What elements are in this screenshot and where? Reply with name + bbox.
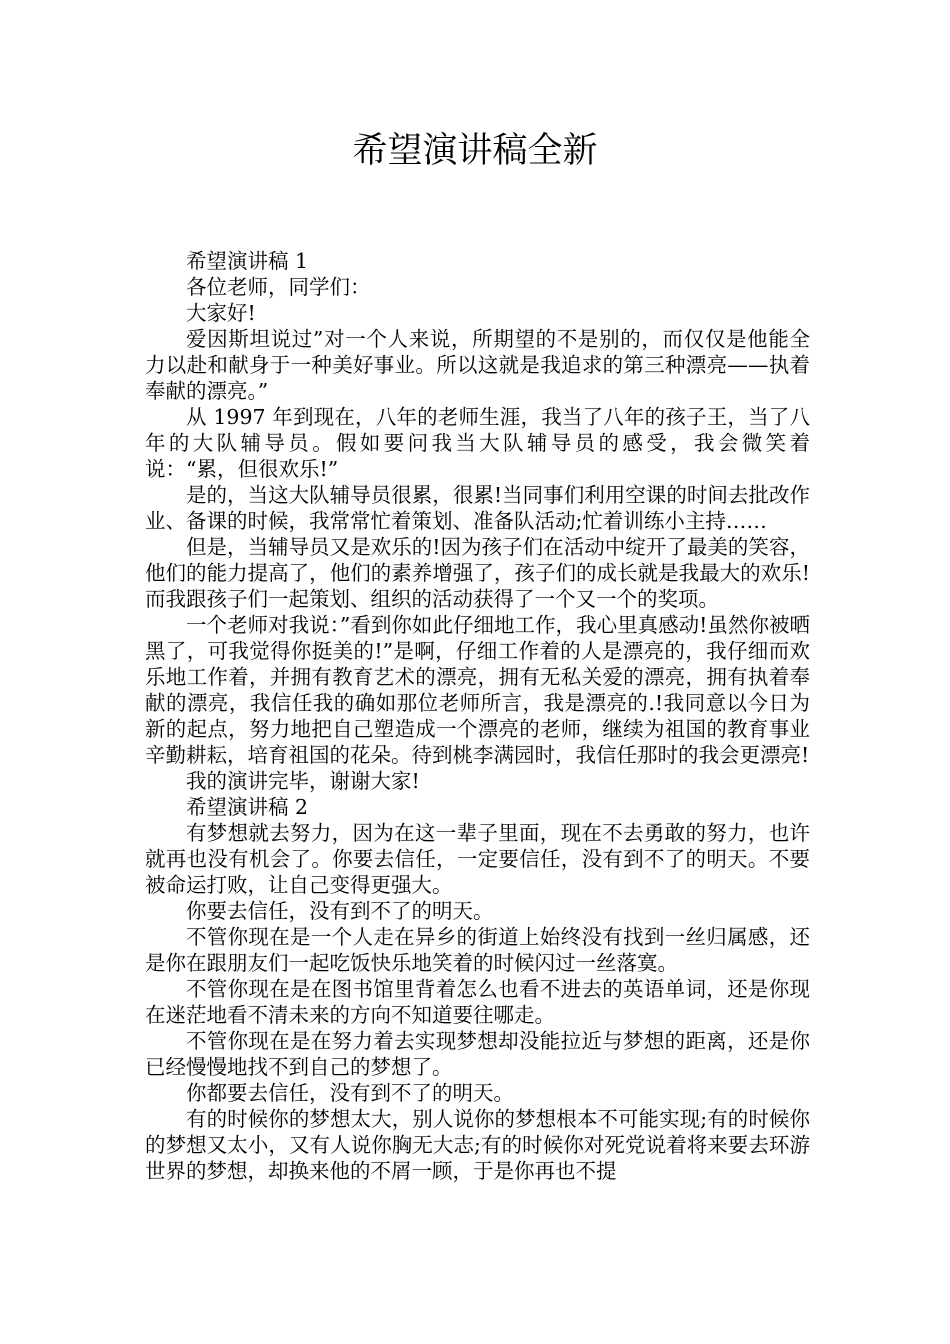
paragraph: 希望演讲稿 1 [186,249,309,273]
paragraph: 有的时候你的梦想太大，别人说你的梦想根本不可能实现;有的时候你的梦想又太小，又有人说你胸无大志;有的时候你对死党说着将来要去环游世界的梦想，却换来他的不屑一顾，于是你再也不提 [145,1107,810,1183]
paragraph: 爱因斯坦说过”对一个人来说，所期望的不是别的，而仅仅是他能全力以赴和献身于一种美好事业。所以这就是我追求的第三种漂亮——执着奉献的漂亮。” [145,327,810,403]
document-body [145,248,810,1184]
paragraph: 你要去信任，没有到不了的明天。 [186,899,494,923]
paragraph: 有梦想就去努力，因为在这一辈子里面，现在不去勇敢的努力，也许就再也没有机会了。你要去信任，一定要信任，没有到不了的明天。不要被命运打败，让自己变得更强大。 [145,821,810,897]
paragraph: 我的演讲完毕，谢谢大家! [186,769,420,793]
paragraph: 希望演讲稿 2 [186,795,309,819]
paragraph: 各位老师，同学们： [186,275,371,299]
paragraph: 大家好! [186,301,256,325]
document-title: 希望演讲稿全新 [352,131,598,171]
paragraph: 是的，当这大队辅导员很累，很累!当同事们利用空课的时间去批改作业、备课的时候，我常常忙着策划、准备队活动;忙着训练小主持…… [145,483,810,533]
paragraph: 但是，当辅导员又是欢乐的!因为孩子们在活动中绽开了最美的笑容，他们的能力提高了，他们的素养增强了，孩子们的成长就是我最大的欢乐!而我跟孩子们一起策划、组织的活动获得了一个又一个的奖项。 [145,535,810,611]
paragraph: 一个老师对我说：”看到你如此仔细地工作，我心里真感动!虽然你被晒黑了，可我觉得你挺美的!”是啊，仔细工作着的人是漂亮的，我仔细而欢乐地工作着，并拥有教育艺术的漂亮，拥有无私关爱的漂亮，拥有执着奉献的漂亮，我信任我的确如那位老师所言，我是漂亮的.!我同意以今日为新的起点，努力地把自己塑造成一个漂亮的老师，继续为祖国的教育事业辛勤耕耘，培育祖国的花朵。待到桃李满园时，我信任那时的我会更漂亮! [145,613,810,767]
paragraph: 不管你现在是在图书馆里背着怎么也看不进去的英语单词，还是你现在迷茫地看不清未来的方向不知道要往哪走。 [145,977,810,1027]
paragraph: 不管你现在是一个人走在异乡的街道上始终没有找到一丝归属感，还是你在跟朋友们一起吃饭快乐地笑着的时候闪过一丝落寞。 [145,925,810,975]
paragraph: 从 1997 年到现在，八年的老师生涯，我当了八年的孩子王，当了八年的大队辅导员。假如要问我当大队辅导员的感受，我会微笑着说：“累，但很欢乐!” [145,405,810,481]
paragraph: 不管你现在是在努力着去实现梦想却没能拉近与梦想的距离，还是你已经慢慢地找不到自己的梦想了。 [145,1029,810,1079]
paragraph: 你都要去信任，没有到不了的明天。 [186,1081,514,1105]
